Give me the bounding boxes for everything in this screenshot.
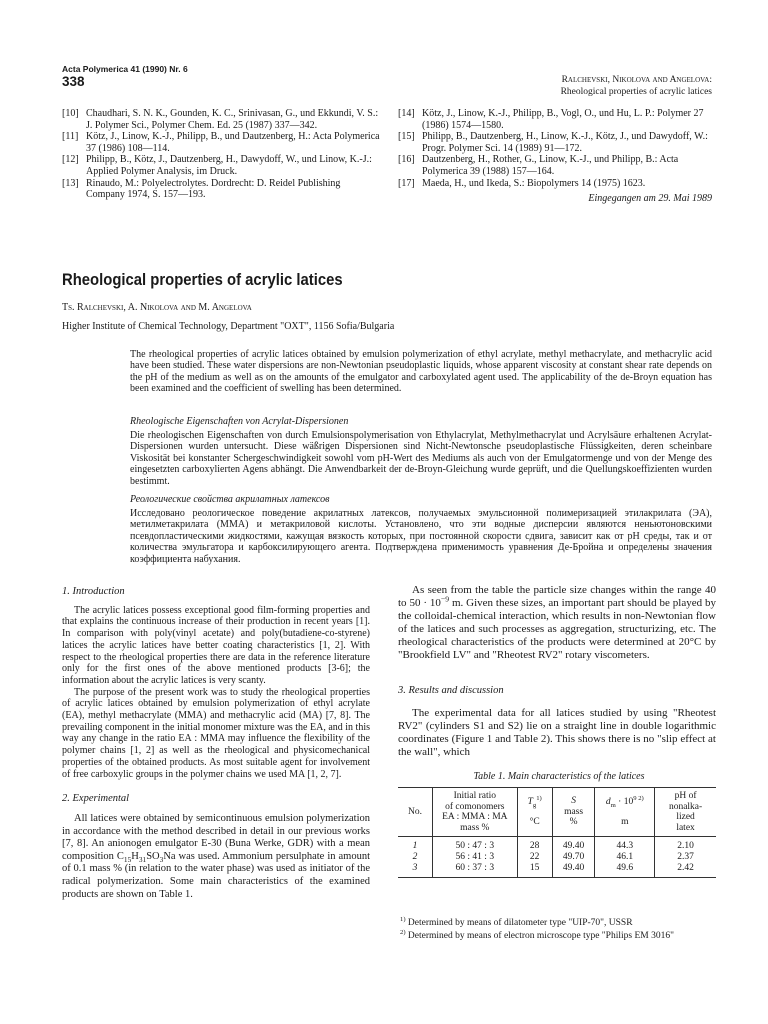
header-unit: % (569, 817, 578, 828)
table-footnote-1 (400, 915, 718, 930)
header-line: Initial ratio (453, 791, 497, 801)
cell-tg: 28 (517, 837, 552, 853)
section-heading-experimental: 2. Experimental (62, 793, 130, 805)
column-header-tg (517, 788, 552, 837)
header-symbol: S (571, 796, 576, 807)
header-line: nonalka- (668, 801, 703, 812)
reference-text: Philipp, B., Kötz, J., Dautzenberg, H., Dawydoff, W., und Linow, K.-J.: Applied Polymer Analysis, im Druck. (86, 154, 372, 177)
cell-ratio: 56 : 41 : 3 (432, 852, 517, 863)
right-column (398, 584, 716, 759)
reference-number: [14] (398, 108, 415, 119)
cell-tg: 22 (517, 852, 552, 863)
reference-item (62, 154, 380, 177)
table-caption: Table 1. Main characteristics of the latices (473, 771, 645, 782)
cell-no: 3 (412, 863, 418, 873)
table-header-row (398, 788, 716, 837)
cell-dm: 46.1 (595, 852, 655, 863)
subscript: m (610, 801, 616, 809)
reference-item (62, 108, 380, 131)
footnote-mark: 2) (400, 928, 406, 936)
paragraph: The acrylic latices possess exceptional good film-forming properties and that explains the continuous increase of their production in recent years [1]. In comparison with poly(vinyl acetate) and poly(butadiene-co-styrene) latices the acrylic latices have better coating characteristics [1, 2]. With respect to the rheological properties there are data in the reference literature only for the first ones of the above mentioned products [3-6]; the information about the acrylic latices is very scanty. (62, 604, 370, 686)
table-row (398, 852, 716, 863)
reference-number: [11] (62, 131, 79, 143)
cell-ph: 2.42 (655, 863, 716, 878)
received-date: Eingegangen am 29. Mai 1989 (588, 193, 712, 204)
subscript: 3 (159, 854, 164, 864)
text-run: m. Given these sizes, an important part should be played by the colloidal-chemical interaction, which results in non-Newtonian flow of the latices and such processes as aggregation, structurizing, etc. The rheological characteristics of the products were determined at 20°C by "Brookfield LV" and "Rheotest RV2" rotary viscometers. (398, 597, 716, 661)
header-line: mass % (460, 822, 490, 833)
reference-text: Kötz, J., Linow, K.-J., Philipp, B., und Dautzenberg, H.: Acta Polymerica 37 (1986) 108—114. (86, 131, 380, 154)
superscript: 1) (536, 794, 542, 802)
header-line: mass (564, 806, 584, 817)
reference-text: Rinaudo, M.: Polyelectrolytes. Dordrecht: D. Reidel Publishing Company 1974, S. 157—193. (86, 177, 341, 201)
footnote-text: Determined by means of electron microscope type "Philips EM 3016" (405, 931, 674, 941)
reference-number: [13] (62, 177, 79, 189)
text-run: Na was used. Ammonium persulphate in amount of 0.1 mass % (in relation to the water phase) was used as initiator of the radical polymerization. Some main characteristics of the examined products are shown on Table 1. (62, 850, 370, 900)
journal-header: Acta Polymerica 41 (1990) Nr. 6 (62, 64, 188, 74)
header-line: EA : MMA : MA (442, 812, 508, 822)
reference-item (398, 131, 718, 154)
paragraph: The purpose of the present work was to study the rheological properties of acrylic latices obtained by emulsion polymerization of ethyl acrylate (EA), methyl methacrylate (MMA) and methacrylic acid (MA) [7, 8]. The prevailing component in the initial monomer mixture was the EA, and in this way any change in the ratio EA : MMA may influence the flexibility of the polymer chains [1, 2] as well as the rheological and physicomechanical properties of the obtained products. As most suitable agent for involvement of free carboxylic groups in the polymer chains we used MA [1, 2, 7]. (62, 686, 370, 780)
cell-no: 1 (412, 841, 418, 851)
paragraph (62, 813, 370, 901)
reference-number: [15] (398, 131, 415, 143)
superscript: 9 2) (633, 794, 644, 802)
subscript: 31 (138, 854, 147, 864)
cell-dm: 44.3 (595, 837, 655, 853)
reference-text: Dautzenberg, H., Rother, G., Linow, K.-J., und Philipp, B.: Acta Polymerica 39 (1988) 157—164. (422, 154, 679, 177)
header-unit: m (621, 817, 629, 827)
reference-text: Chaudhari, S. N. K., Gounden, K. C., Srinivasan, G., und Ekkundi, V. S.: J. Polymer Sci., Polymer Chem. Ed. 25 (1987) 337—342. (86, 108, 379, 131)
reference-item (62, 178, 380, 201)
characteristics-table (398, 787, 716, 878)
paragraph: The experimental data for all latices studied by using "Rheotest RV2" (cylinders S1 and S2) lie on a straight line in double logarithmic coordinates (Figure 1 and Table 2). This shows there is no "slip effect at the wall", which (398, 707, 716, 758)
header-multiplier: · 10 (615, 796, 634, 807)
section-heading-introduction: 1. Introduction (62, 586, 125, 597)
header-line: lized (676, 812, 695, 822)
column-header-no: No. (407, 806, 422, 817)
reference-item (398, 108, 718, 131)
article-authors: Ts. Ralchevski, A. Nikolova and M. Angelova (62, 302, 252, 313)
running-authors: Ralchevski, Nikolova and Angelova: (561, 75, 712, 85)
abstract-german-heading: Rheologische Eigenschaften von Acrylat-Dispersionen (130, 416, 349, 427)
header-line: of comonomers (445, 801, 505, 812)
table-footnote-2 (400, 928, 718, 943)
text-run: H (131, 850, 139, 862)
reference-item (398, 178, 718, 190)
article-title: Rheological properties of acrylic latices (62, 271, 343, 289)
cell-tg: 15 (517, 863, 552, 878)
reference-text: Philipp, B., Dautzenberg, H., Linow, K.-J., Kötz, J., und Dawydoff, W.: Progr. Polymer Sci. 14 (1989) 91—172. (422, 131, 708, 154)
abstract-english: The rheological properties of acrylic latices obtained by emulsion polymerization of ethyl acrylate, methyl methacrylate, and methacrylic acid have been studied. These water dispersions are non-Newtonian pseudoplastic liquids, whose apparent viscosity at constant shear rate depends on the pH of the medium as well as on the amounts of the emulgator and carboxylated agent used. The applicability of the de-Broyn equation has been examined and the coefficient of swelling has been determined. (130, 349, 712, 395)
cell-ratio: 50 : 47 : 3 (432, 837, 517, 853)
subscript: g (532, 801, 537, 809)
footnote-mark: 1) (400, 915, 406, 923)
subscript: 15 (123, 854, 132, 864)
reference-number: [10] (62, 108, 79, 119)
reference-item (62, 131, 380, 154)
reference-text: Maeda, H., und Ikeda, S.: Biopolymers 14 (1975) 1623. (422, 177, 646, 189)
cell-no: 2 (412, 852, 418, 862)
reference-number: [12] (62, 154, 79, 166)
cell-s: 49.40 (552, 863, 595, 878)
cell-s: 49.70 (552, 852, 595, 863)
table-row (398, 837, 716, 853)
abstract-german: Die rheologischen Eigenschaften von durch Emulsionspolymerisation von Ethylacrylat, Methylmethacrylat und Acrylsäure erhaltenen Acrylat-Dispersionen wurden untersucht. Diese wäßrigen Dispersionen sind Nicht-Newtonsche pseudoplastische Flüssigkeiten, deren scheinbare Viskosität bei konstanter Schergeschwindigkeit sowohl vom pH-Wert des Mediums als auch von der Emulgatormenge und von der Menge des eingesetzten carboxylierten Agens abhängt. Die Anwendbarkeit der de-Broyn-Gleichung wurde geprüft, und die Quellungskoeffizienten wurden bestimmt. (130, 430, 712, 487)
left-column (62, 586, 370, 901)
column-header-dm (595, 788, 655, 837)
header-line: pH of (674, 791, 697, 801)
column-header-s (552, 788, 595, 837)
cell-ratio: 60 : 37 : 3 (432, 863, 517, 878)
superscript: −9 (440, 594, 450, 604)
column-header-ph (655, 788, 716, 837)
header-symbol: T (527, 796, 533, 807)
reference-list-right (398, 108, 718, 189)
reference-text: Kötz, J., Linow, K.-J., Philipp, B., Vogl, O., und Hu, L. P.: Polymer 27 (1986) 1574—1580. (422, 108, 704, 131)
header-symbol: d (605, 796, 611, 807)
footnote-text: Determined by means of dilatometer type "UIP-70", USSR (405, 918, 633, 928)
text-run: All latices were obtained by semicontinuous emulsion polymerization in accordance with the method described in detail in our previous works [7, 8]. An anionogen emulgator E-30 (Buna Werke, GDR) with a mean composition C (62, 812, 370, 862)
reference-item (398, 154, 718, 177)
cell-s: 49.40 (552, 837, 595, 853)
reference-list-left (62, 108, 380, 201)
abstract-russian-heading: Реологические свойства акрилатных латексов (130, 494, 330, 505)
paragraph (398, 584, 716, 662)
table-row (398, 863, 716, 878)
reference-number: [16] (398, 154, 415, 166)
text-run: SO (146, 850, 160, 862)
cell-dm: 49.6 (595, 863, 655, 878)
header-unit: °C (529, 817, 540, 827)
reference-number: [17] (398, 177, 415, 189)
running-header (561, 74, 712, 98)
section-heading-results: 3. Results and discussion (398, 685, 504, 696)
cell-ph: 2.37 (655, 852, 716, 863)
page-number: 338 (62, 74, 85, 89)
article-affiliation: Higher Institute of Chemical Technology, Department "OXT", 1156 Sofia/Bulgaria (62, 321, 395, 332)
running-title: Rheological properties of acrylic latices (560, 87, 712, 97)
header-line: latex (676, 822, 695, 833)
cell-ph: 2.10 (655, 837, 716, 853)
abstract-russian: Исследовано реологическое поведение акрилатных латексов, получаемых эмульсионной полимеризацией этилакрилата (ЭА), метилметакрилата (ММА) и метакриловой кислоты. Установлено, что эти водные дисперсии являются неньютоновскими псевдопластическими жидкостями, кажущая вязкость которых, при постоянной скорости сдвига, зависит как от pH среды, так и от количества эмульгатора и карбоксилирующего агента. Подтверждена применимость уравнения Де-Бройна и определены значения коэффициента набухания. (130, 508, 712, 565)
column-header-ratio (432, 788, 517, 837)
text-run: As seen from the table the particle size changes within the range 40 to 50 · 10 (398, 584, 716, 609)
